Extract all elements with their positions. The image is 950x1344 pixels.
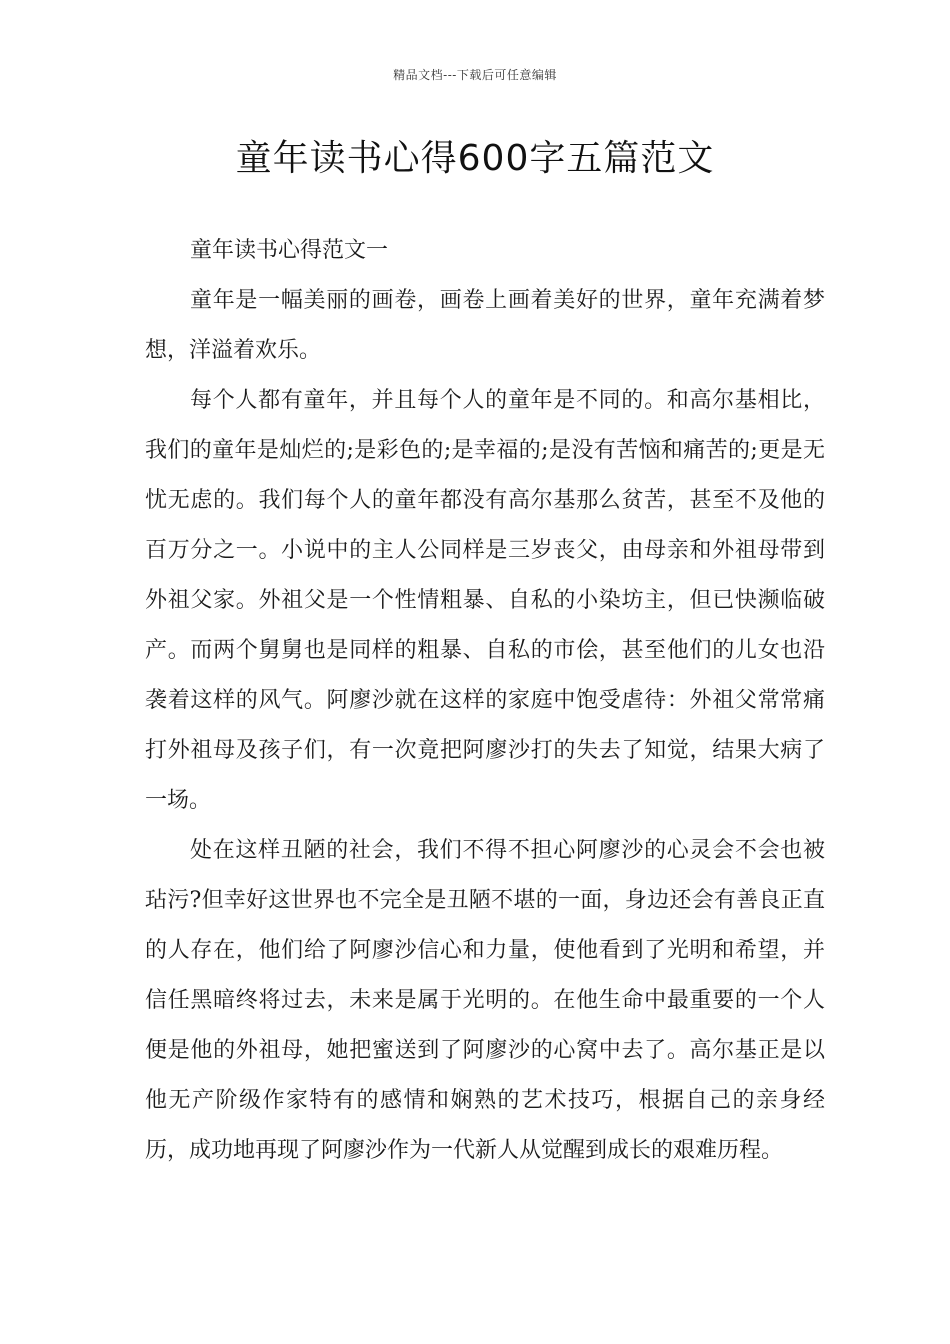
- section-heading: 童年读书心得范文一: [190, 238, 389, 263]
- document-body: [145, 226, 825, 1176]
- paragraph: 童年是一幅美丽的画卷，画卷上画着美好的世界，童年充满着梦想，洋溢着欢乐。: [145, 288, 825, 363]
- header-note: 精品文档---下载后可任意编辑: [393, 68, 557, 82]
- paragraph: 处在这样丑陋的社会，我们不得不担心阿廖沙的心灵会不会也被玷污?但幸好这世界也不完全是丑陋不堪的一面，身边还会有善良正直的人存在，他们给了阿廖沙信心和力量，使他看到了光明和希望，并信任黑暗终将过去，未来是属于光明的。在他生命中最重要的一个人便是他的外祖母，她把蜜送到了阿廖沙的心窝中去了。高尔基正是以他无产阶级作家特有的感情和娴熟的艺术技巧，根据自己的亲身经历，成功地再现了阿廖沙作为一代新人从觉醒到成长的艰难历程。: [145, 838, 825, 1163]
- paragraph: 每个人都有童年，并且每个人的童年是不同的。和高尔基相比，我们的童年是灿烂的;是彩色的;是幸福的;是没有苦恼和痛苦的;更是无忧无虑的。我们每个人的童年都没有高尔基那么贫苦，甚至不及他的百万分之一。小说中的主人公同样是三岁丧父，由母亲和外祖母带到外祖父家。外祖父是一个性情粗暴、自私的小染坊主，但已快濒临破产。而两个舅舅也是同样的粗暴、自私的市侩，甚至他们的儿女也沿袭着这样的风气。阿廖沙就在这样的家庭中饱受虐待：外祖父常常痛打外祖母及孩子们，有一次竟把阿廖沙打的失去了知觉，结果大病了一场。: [145, 388, 825, 813]
- document-title: 童年读书心得600字五篇范文: [235, 138, 715, 179]
